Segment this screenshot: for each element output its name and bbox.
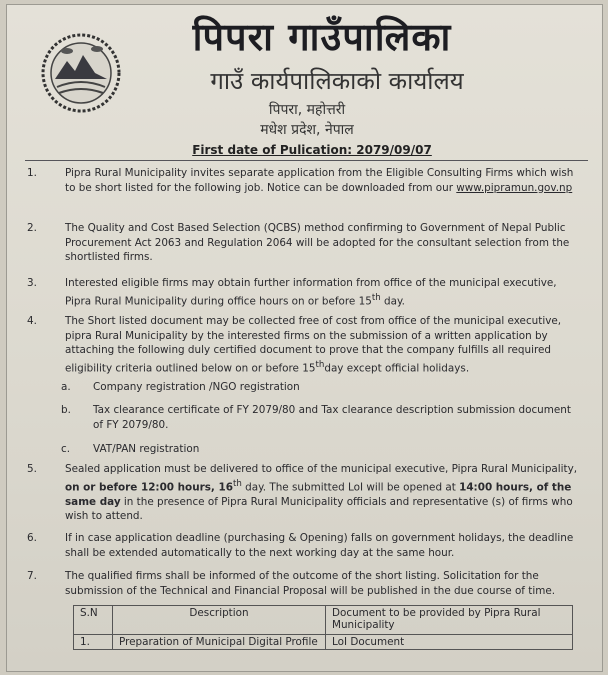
address-line-1: पिपरा, महोत्तरी <box>268 102 346 118</box>
notice-item-1: 1. Pipra Rural Municipality invites separate application from the Eligible Consulting Firms which wish to be short listed for the following job. Notice can be downloaded from our www.pipramun.gov.np <box>27 167 574 194</box>
municipality-title: पिपरा गाउँपालिका <box>192 15 452 59</box>
table-header-row <box>74 606 573 635</box>
publication-date: First date of Pulication: 2079/09/07 <box>192 143 432 157</box>
notice-item-4: 4. The Short listed document may be collected free of cost from office of the municipal executive, pipra Rural Municipality by the interested firms on the submission of a written application by attaching the following duly certified document to prove that the company fulfills all required eligibility criteria outlined below on or before 15thday except official holidays. <box>27 315 562 375</box>
website-link[interactable]: www.pipramun.gov.np <box>456 181 573 194</box>
notice-item-6: 6. If in case application deadline (purchasing & Opening) falls on government holidays, the deadline shall be extended automatically to the next working day at the same hour. <box>27 532 574 559</box>
table-cell-sn: 1. <box>74 635 113 650</box>
table-cell-document: LoI Document <box>326 635 573 650</box>
eligibility-item-a: a. Company registration /NGO registration <box>61 381 300 393</box>
office-subtitle: गाउँ कार्यपालिकाको कार्यालय <box>210 67 464 95</box>
table-row <box>74 635 573 650</box>
eligibility-item-c: c. VAT/PAN registration <box>61 443 200 455</box>
notice-item-3: 3. Interested eligible firms may obtain further information from office of the municipal executive, Pipra Rural Municipality during office hours on or before 15th day. <box>27 277 557 308</box>
eligibility-item-b: b. Tax clearance certificate of FY 2079/80 and Tax clearance description submission document of FY 2079/80. <box>61 404 571 431</box>
notice-item-5: 5. Sealed application must be delivered to office of the municipal executive, Pipra Rural Municipality, on or before 12:00 hours, 16th day. The submitted LoI will be opened at 14:00 hours, of the same day in the presence of Pipra Rural Municipality officials and representative (s) of firms who wish to attend. <box>27 463 578 523</box>
column-header-description: Description <box>113 606 326 635</box>
header-divider <box>25 160 588 161</box>
table-cell-description: Preparation of Municipal Digital Profile <box>113 635 326 650</box>
notice-item-2: 2. The Quality and Cost Based Selection (QCBS) method confirming to Government of Nepal Public Procurement Act 2063 and Regulation 2064 will be adopted for the consultant selection from the shortlisted firms. <box>27 222 570 264</box>
notice-paper <box>6 4 603 672</box>
notice-item-7: 7. The qualified firms shall be informed of the outcome of the short listing. Solicitation for the submission of the Technical and Financial Proposal will be published in the due course of time. <box>27 570 556 597</box>
municipality-emblem-logo <box>37 29 125 117</box>
address-line-2: मधेश प्रदेश, नेपाल <box>260 122 354 138</box>
column-header-document: Document to be provided by Pipra Rural Municipality <box>326 606 573 635</box>
column-header-sn: S.N <box>74 606 113 635</box>
job-table <box>73 605 573 650</box>
